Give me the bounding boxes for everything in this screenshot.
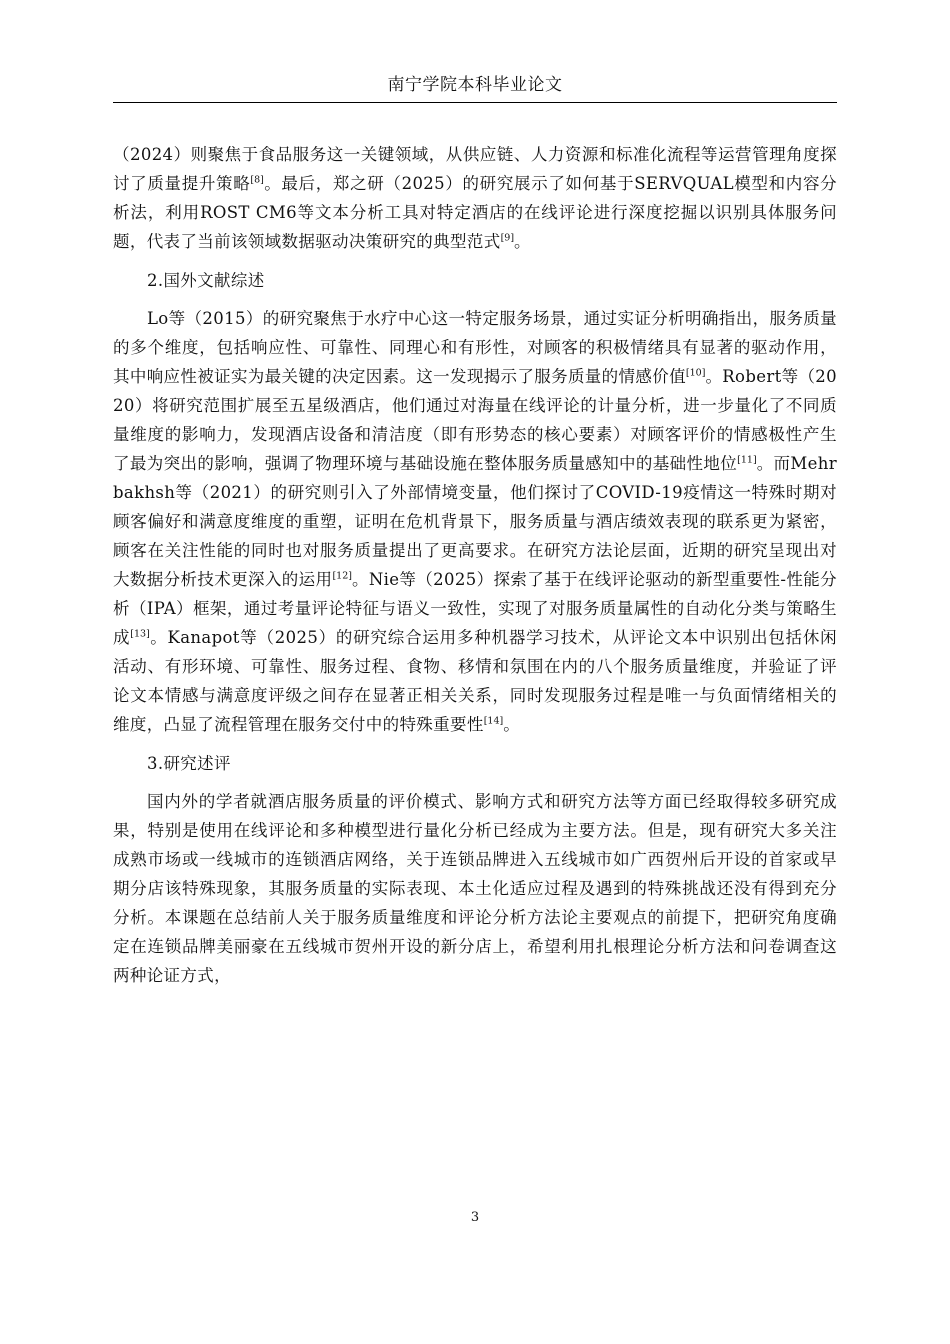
body-text	[113, 140, 837, 990]
citation-8: [8]	[250, 174, 264, 186]
page-number: 3	[470, 1210, 480, 1225]
paragraph-text: Lo等（2015）的研究聚焦于水疗中心这一特定服务场景，通过实证分析明确指出，服务质量的多个维度，包括响应性、可靠性、同理心和有形性，对顾客的积极情绪具有显著的驱动作用，其中响应性被证实为最关键的决定因素。这一发现揭示了服务质量的情感价值	[113, 309, 837, 386]
section-heading-research-commentary: 3.研究述评	[147, 754, 231, 773]
paragraph-text: 。Robert等（2020）将研究范围扩展至五星级酒店，他们通过对海量在线评论的计量分析，进一步量化了不同质量维度的影响力，发现酒店设备和清洁度（即有形势态的核心要素）对顾客评价的情感极性产生了最为突出的影响，强调了物理环境与基础设施在整体服务质量感知中的基础性地位	[113, 367, 837, 473]
paragraph-domestic-review-continued	[113, 140, 837, 256]
paragraph-foreign-review	[113, 304, 837, 739]
paragraph-text: 。而Mehrbakhsh等（2021）的研究则引入了外部情境变量，他们探讨了COVID-19疫情这一特殊时期对顾客偏好和满意度维度的重塑，证明在危机背景下，服务质量与酒店绩效表现的联系更为紧密，顾客在关注性能的同时也对服务质量提出了更高要求。在研究方法论层面，近期的研究呈现出对大数据分析技术更深入的运用	[113, 454, 838, 589]
citation-12: [12]	[332, 570, 352, 582]
paragraph-text: 。	[514, 232, 531, 251]
citation-9: [9]	[500, 232, 515, 244]
section-heading-foreign-review: 2.国外文献综述	[147, 271, 265, 290]
paragraph-text: 。Nie等（2025）探索了基于在线评论驱动的新型重要性-性能分析（IPA）框架，通过考量评论特征与语义一致性，实现了对服务质量属性的自动化分类与策略生成	[113, 570, 837, 647]
citation-14: [14]	[483, 715, 504, 727]
paragraph-text: （2024）则聚焦于食品服务这一关键领域，从供应链、人力资源和标准化流程等运营管理角度探讨了质量提升策略	[113, 145, 837, 193]
paragraph-text: 。	[503, 715, 521, 734]
citation-13: [13]	[130, 628, 150, 640]
paragraph-text: 国内外的学者就酒店服务质量的评价模式、影响方式和研究方法等方面已经取得较多研究成果，特别是使用在线评论和多种模型进行量化分析已经成为主要方法。但是，现有研究大多关注成熟市场或一线城市的连锁酒店网络，关于连锁品牌进入五线城市如广西贺州后开设的首家或早期分店该特殊现象，其服务质量的实际表现、本土化适应过程及遇到的特殊挑战还没有得到充分分析。本课题在总结前人关于服务质量维度和评论分析方法论主要观点的前提下，把研究角度确定在连锁品牌美丽豪在五线城市贺州开设的新分店上，希望利用扎根理论分析方法和问卷调查这两种论证方式，	[113, 792, 837, 985]
running-header: 南宁学院本科毕业论文	[387, 75, 563, 95]
paragraph-text: 。Kanapot等（2025）的研究综合运用多种机器学习技术，从评论文本中识别出包括休闲活动、有形环境、可靠性、服务过程、食物、移情和氛围在内的八个服务质量维度，并验证了评论文本情感与满意度评级之间存在显著正相关关系，同时发现服务过程是唯一与负面情绪相关的维度，凸显了流程管理在服务交付中的特殊重要性	[113, 628, 837, 734]
citation-10: [10]	[685, 367, 706, 379]
header-rule	[113, 102, 837, 103]
citation-11: [11]	[737, 454, 757, 466]
paragraph-text: 。最后，郑之研（2025）的研究展示了如何基于SERVQUAL模型和内容分析法，利用ROST CM6等文本分析工具对特定酒店的在线评论进行深度挖掘以识别具体服务问题，代表了当前该领域数据驱动决策研究的典型范式	[113, 174, 837, 251]
paragraph-research-commentary	[113, 787, 837, 990]
